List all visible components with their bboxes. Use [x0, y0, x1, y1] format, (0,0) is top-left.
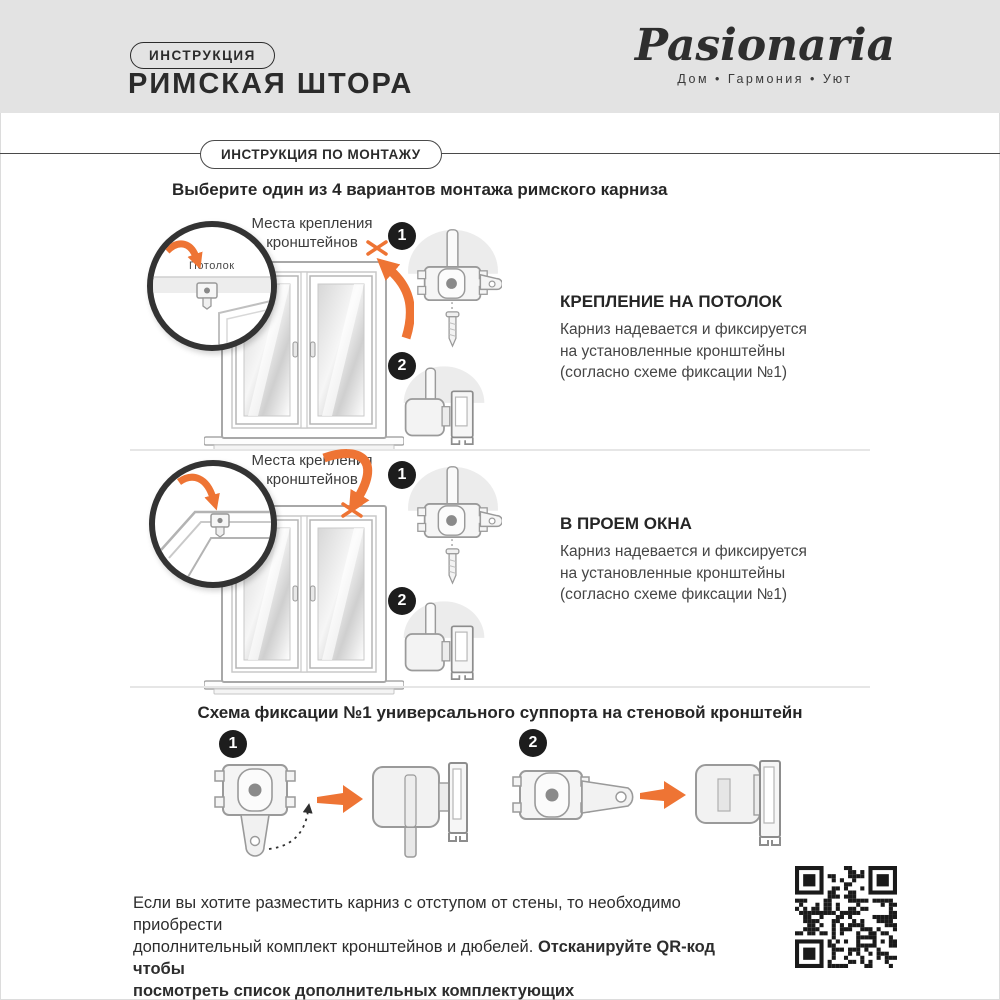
- instruction-badge: ИНСТРУКЦИЯ: [130, 42, 275, 69]
- bracket-diagram: [404, 222, 502, 349]
- mounting-places-label: Места крепления кронштейнов: [251, 215, 373, 251]
- brand-block: [620, 22, 910, 86]
- intro-heading: Выберите один из 4 вариантов монтажа римского карниза: [172, 180, 668, 199]
- step-badge: 2: [388, 587, 416, 615]
- scheme-heading: Схема фиксации №1 универсального суппорта на стеновой кронштейн: [197, 703, 803, 722]
- mounting-places-label: Места крепления кронштейнов: [251, 452, 373, 488]
- step-badge: 2: [388, 352, 416, 380]
- scheme-step-badge: 1: [219, 730, 247, 758]
- section-rule: [0, 153, 1000, 154]
- variant-title: КРЕПЛЕНИЕ НА ПОТОЛОК: [560, 292, 783, 311]
- x-mark-icon: [366, 240, 388, 256]
- variant-description-line: на установленные кронштейны: [560, 564, 786, 582]
- step-badge: 1: [388, 222, 416, 250]
- variant-description-line: (согласно схеме фиксации №1): [560, 364, 788, 381]
- variant-title: В ПРОЕМ ОКНА: [560, 514, 692, 533]
- callout-arrow-icon: [179, 477, 213, 498]
- variant-description-line: Карниз надевается и фиксируется: [560, 321, 807, 338]
- step-badge: 1: [388, 461, 416, 489]
- page-title: РИМСКАЯ ШТОРА: [128, 68, 414, 100]
- arrow-down-icon: [318, 448, 390, 510]
- variant-text-ceiling: [560, 292, 807, 384]
- scheme-step-badge: 2: [519, 729, 547, 757]
- magnifier-opening: [149, 460, 277, 588]
- montage-pill: ИНСТРУКЦИЯ ПО МОНТАЖУ: [200, 140, 442, 169]
- footer-line: Если вы хотите разместить карниз с отступом от стены, то необходимо приобрести: [133, 894, 681, 934]
- magnifier-opening-view: [155, 466, 271, 582]
- footer-line: посмотреть список дополнительных комплектующих: [133, 982, 575, 1000]
- section-divider: [130, 686, 870, 688]
- qr-code: [795, 866, 897, 968]
- footer-note: [133, 892, 753, 1000]
- footer-line: дополнительный комплект кронштейнов и дюбелей. Отсканируйте QR-код чтобы: [133, 938, 715, 978]
- callout-arrow-icon: [167, 244, 196, 257]
- scheme-step1-diagram: [205, 755, 470, 865]
- magnifier-ceiling-view: [153, 227, 271, 345]
- ceiling-label: Потолок: [189, 260, 235, 272]
- scheme-step2-diagram: [508, 755, 803, 865]
- variant-description-line: (согласно схеме фиксации №1): [560, 586, 788, 603]
- bracket-diagram: [404, 459, 502, 586]
- variant-text-opening: [560, 514, 807, 606]
- magnifier-ceiling: [147, 221, 277, 351]
- brand-tagline: Дом • Гармония • Уют: [677, 72, 853, 86]
- x-mark-icon: [341, 502, 363, 518]
- variant-description-line: на установленные кронштейны: [560, 342, 786, 360]
- variant-description-line: Карниз надевается и фиксируется: [560, 543, 807, 560]
- brand-logo: Pasionaria: [634, 20, 896, 71]
